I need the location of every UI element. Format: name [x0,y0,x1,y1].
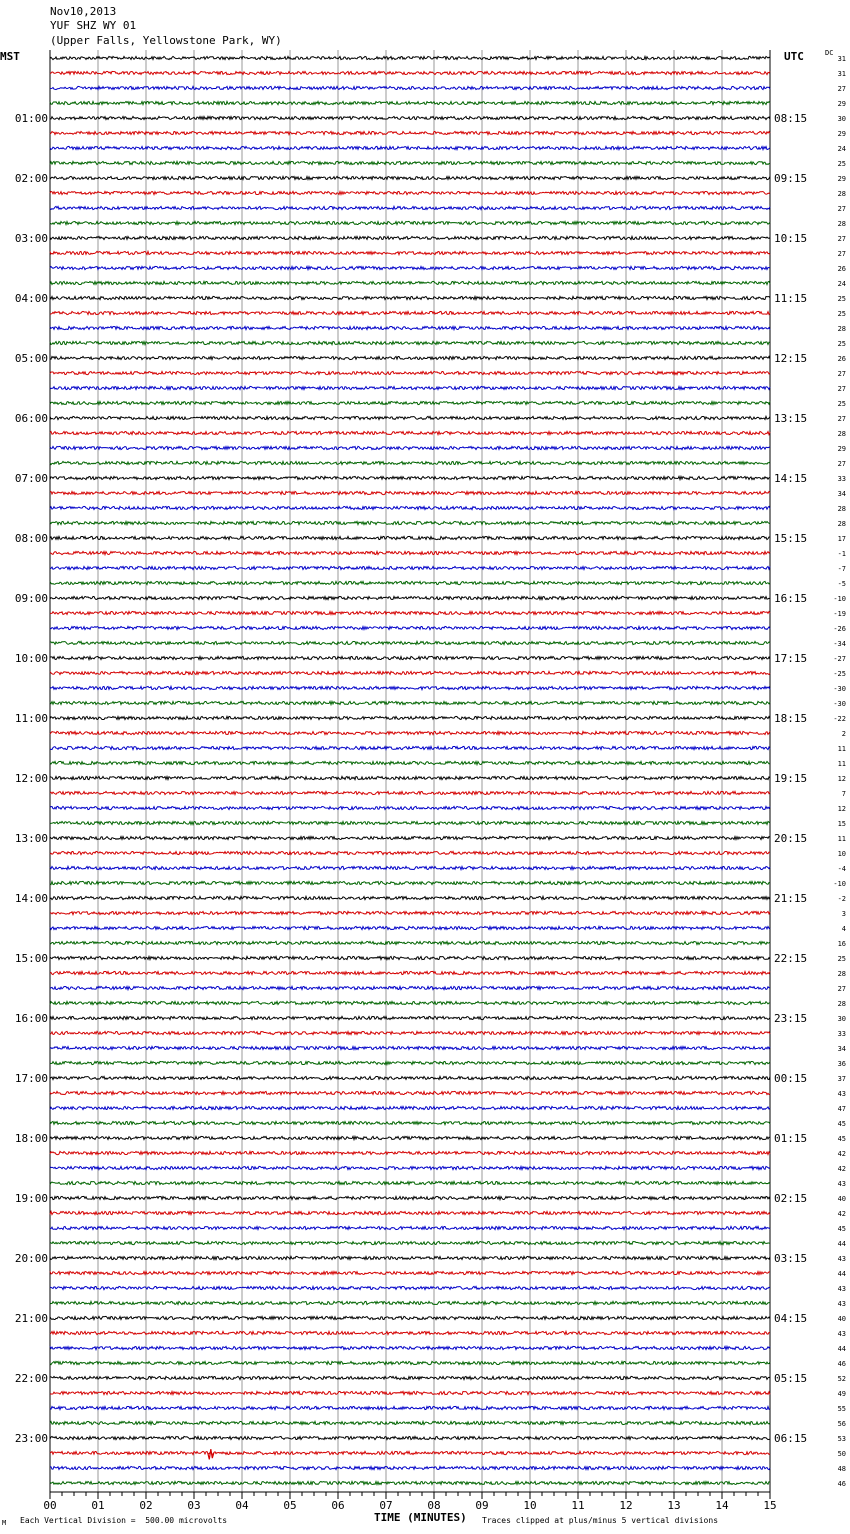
trace-87 [50,1361,770,1364]
dc-offset-68: 37 [837,1075,846,1083]
mst-hour-label-17: 17:00 [14,1072,48,1085]
dc-offset-15: 24 [837,280,846,288]
trace-7 [50,161,770,164]
trace-79 [50,1241,770,1244]
corner-mark: M [2,1519,7,1527]
x-tick-label-08: 08 [427,1499,441,1512]
x-tick-label-07: 07 [379,1499,393,1512]
dc-offset-3: 29 [837,100,846,108]
dc-offset-48: 12 [837,775,846,783]
trace-65 [50,1031,770,1034]
trace-60 [50,956,770,959]
dc-offset-77: 42 [837,1210,846,1218]
dc-offset-69: 43 [837,1090,846,1098]
dc-offset-28: 33 [837,475,846,483]
dc-offset-26: 29 [837,445,846,453]
trace-62 [50,986,770,989]
utc-hour-label-16: 23:15 [774,1012,808,1025]
dc-offset-47: 11 [837,760,846,768]
trace-94 [50,1466,770,1469]
x-tick-label-05: 05 [283,1499,297,1512]
dc-offset-57: 3 [841,910,846,918]
dc-offset-83: 43 [837,1300,846,1308]
dc-offset-32: 17 [837,535,846,543]
dc-offset-33: -1 [837,550,846,558]
dc-offset-85: 43 [837,1330,846,1338]
trace-81 [50,1271,770,1274]
trace-74 [50,1166,770,1169]
trace-53 [50,851,770,854]
trace-8 [50,176,770,179]
trace-9 [50,191,770,194]
dc-offset-46: 11 [837,745,846,753]
trace-5 [50,131,770,134]
trace-28 [50,476,770,479]
trace-6 [50,146,770,149]
utc-hour-label-15: 22:15 [774,952,808,965]
mst-hour-label-6: 06:00 [14,412,48,425]
dc-offset-39: -34 [833,640,846,648]
dc-offset-56: -2 [837,895,846,903]
trace-78 [50,1226,770,1229]
dc-offset-55: -10 [833,880,846,888]
mst-hour-label-1: 01:00 [14,112,48,125]
dc-offset-58: 4 [841,925,846,933]
trace-3 [50,101,770,104]
trace-69 [50,1091,770,1094]
dc-offset-66: 34 [837,1045,846,1053]
trace-68 [50,1076,770,1079]
dc-offset-4: 30 [837,115,846,123]
trace-90 [50,1406,770,1409]
trace-71 [50,1121,770,1124]
dc-offset-13: 27 [837,250,846,258]
dc-offset-0: 31 [837,55,846,63]
trace-86 [50,1346,770,1349]
utc-hour-label-6: 13:15 [774,412,808,425]
trace-37 [50,611,770,614]
trace-61 [50,971,770,974]
trace-31 [50,521,770,524]
dc-offset-52: 11 [837,835,846,843]
dc-offset-35: -5 [837,580,846,588]
dc-offset-74: 42 [837,1165,846,1173]
dc-offset-82: 43 [837,1285,846,1293]
dc-offset-89: 49 [837,1390,846,1398]
mst-hour-label-21: 21:00 [14,1312,48,1325]
utc-hour-label-7: 14:15 [774,472,808,485]
dc-offset-22: 27 [837,385,846,393]
dc-offset-18: 28 [837,325,846,333]
trace-34 [50,566,770,569]
trace-39 [50,641,770,644]
utc-hour-label-18: 01:15 [774,1132,808,1145]
dc-offset-42: -30 [833,685,846,693]
trace-51 [50,821,770,824]
trace-19 [50,341,770,344]
dc-offset-64: 30 [837,1015,846,1023]
dc-offset-30: 28 [837,505,846,513]
trace-26 [50,446,770,449]
mst-hour-label-8: 08:00 [14,532,48,545]
mst-hour-label-3: 03:00 [14,232,48,245]
dc-offset-24: 27 [837,415,846,423]
trace-22 [50,386,770,389]
trace-25 [50,431,770,434]
x-tick-label-15: 15 [763,1499,777,1512]
dc-offset-17: 25 [837,310,846,318]
dc-offset-51: 15 [837,820,846,828]
trace-63 [50,1001,770,1004]
right-timezone-label: UTC [784,50,804,63]
mst-hour-label-16: 16:00 [14,1012,48,1025]
dc-offset-7: 25 [837,160,846,168]
dc-offset-2: 27 [837,85,846,93]
dc-offset-49: 7 [841,790,846,798]
dc-offset-62: 27 [837,985,846,993]
mst-hour-label-14: 14:00 [14,892,48,905]
trace-95 [50,1481,770,1484]
utc-hour-label-1: 08:15 [774,112,808,125]
x-tick-label-06: 06 [331,1499,345,1512]
trace-48 [50,776,770,779]
dc-offset-10: 27 [837,205,846,213]
x-tick-label-00: 00 [43,1499,57,1512]
x-tick-label-01: 01 [91,1499,105,1512]
trace-84 [50,1316,770,1319]
dc-offset-60: 25 [837,955,846,963]
dc-offset-95: 46 [837,1480,846,1488]
utc-hour-label-17: 00:15 [774,1072,808,1085]
utc-hour-label-23: 06:15 [774,1432,808,1445]
trace-23 [50,401,770,404]
vertical-division-note: Each Vertical Division = 500.00 microvolts [20,1516,228,1525]
trace-30 [50,506,770,509]
x-tick-label-13: 13 [667,1499,681,1512]
dc-offset-72: 45 [837,1135,846,1143]
mst-hour-label-22: 22:00 [14,1372,48,1385]
dc-offset-73: 42 [837,1150,846,1158]
trace-38 [50,626,770,629]
dc-offset-87: 46 [837,1360,846,1368]
time-axis [43,1492,776,1512]
trace-21 [50,371,770,374]
mst-hour-label-15: 15:00 [14,952,48,965]
dc-offset-5: 29 [837,130,846,138]
dc-offset-84: 40 [837,1315,846,1323]
trace-72 [50,1136,770,1139]
trace-13 [50,251,770,254]
minute-gridlines [50,50,770,1492]
mst-hour-label-9: 09:00 [14,592,48,605]
trace-56 [50,896,770,899]
dc-offset-6: 24 [837,145,846,153]
trace-29 [50,491,770,494]
trace-58 [50,926,770,929]
trace-35 [50,581,770,584]
dc-offset-38: -26 [833,625,846,633]
x-tick-label-14: 14 [715,1499,729,1512]
dc-offset-81: 44 [837,1270,846,1278]
trace-93 [50,1451,770,1454]
trace-44 [50,716,770,719]
trace-10 [50,206,770,209]
dc-offset-16: 25 [837,295,846,303]
trace-17 [50,311,770,314]
dc-offset-70: 47 [837,1105,846,1113]
dc-offset-9: 28 [837,190,846,198]
dc-offset-12: 27 [837,235,846,243]
station-code: YUF SHZ WY 01 [50,19,137,32]
mst-hour-label-10: 10:00 [14,652,48,665]
dc-offset-23: 25 [837,400,846,408]
utc-hour-label-10: 17:15 [774,652,808,665]
trace-24 [50,416,770,419]
dc-offset-86: 44 [837,1345,846,1353]
dc-offset-90: 55 [837,1405,846,1413]
hour-labels [15,55,846,1488]
x-tick-label-11: 11 [571,1499,585,1512]
dc-offset-14: 26 [837,265,846,273]
dc-offset-79: 44 [837,1240,846,1248]
dc-offset-21: 27 [837,370,846,378]
dc-offset-59: 16 [837,940,846,948]
mst-hour-label-2: 02:00 [14,172,48,185]
mst-hour-label-18: 18:00 [14,1132,48,1145]
dc-offset-20: 26 [837,355,846,363]
dc-offset-1: 31 [837,70,846,78]
x-tick-label-12: 12 [619,1499,633,1512]
dc-offset-8: 29 [837,175,846,183]
trace-41 [50,671,770,674]
dc-column-header: DC [825,49,834,57]
dc-offset-75: 43 [837,1180,846,1188]
event-spike-0 [208,1449,214,1459]
mst-hour-label-7: 07:00 [14,472,48,485]
station-location: (Upper Falls, Yellowstone Park, WY) [50,34,282,47]
x-tick-label-02: 02 [139,1499,153,1512]
trace-15 [50,281,770,284]
trace-57 [50,911,770,914]
trace-80 [50,1256,770,1259]
trace-67 [50,1061,770,1064]
trace-45 [50,731,770,734]
dc-offset-63: 28 [837,1000,846,1008]
trace-0 [50,56,770,59]
trace-33 [50,551,770,554]
trace-18 [50,326,770,329]
trace-59 [50,941,770,944]
utc-hour-label-14: 21:15 [774,892,808,905]
mst-hour-label-4: 04:00 [14,292,48,305]
trace-group [50,56,770,1484]
trace-52 [50,836,770,839]
x-tick-label-03: 03 [187,1499,201,1512]
x-axis-label: TIME (MINUTES) [374,1511,467,1524]
x-tick-label-09: 09 [475,1499,489,1512]
trace-76 [50,1196,770,1199]
trace-42 [50,686,770,689]
mst-hour-label-11: 11:00 [14,712,48,725]
plot-date: Nov10,2013 [50,5,117,18]
mst-hour-label-20: 20:00 [14,1252,48,1265]
trace-4 [50,116,770,119]
mst-hour-label-19: 19:00 [14,1192,48,1205]
trace-64 [50,1016,770,1019]
trace-50 [50,806,770,809]
trace-77 [50,1211,770,1214]
trace-43 [50,701,770,704]
utc-hour-label-21: 04:15 [774,1312,808,1325]
trace-49 [50,791,770,794]
clip-note: Traces clipped at plus/minus 5 vertical divisions [482,1516,719,1525]
trace-36 [50,596,770,599]
utc-hour-label-4: 11:15 [774,292,808,305]
mst-hour-label-23: 23:00 [14,1432,48,1445]
utc-hour-label-12: 19:15 [774,772,808,785]
dc-offset-29: 34 [837,490,846,498]
dc-offset-43: -30 [833,700,846,708]
trace-55 [50,881,770,884]
dc-offset-27: 27 [837,460,846,468]
trace-14 [50,266,770,269]
dc-offset-37: -19 [833,610,846,618]
trace-83 [50,1301,770,1304]
trace-12 [50,236,770,239]
trace-89 [50,1391,770,1394]
dc-offset-31: 28 [837,520,846,528]
trace-40 [50,656,770,659]
utc-hour-label-20: 03:15 [774,1252,808,1265]
left-timezone-label: MST [0,50,20,63]
trace-2 [50,86,770,89]
mst-hour-label-5: 05:00 [14,352,48,365]
dc-offset-11: 28 [837,220,846,228]
trace-70 [50,1106,770,1109]
dc-offset-65: 33 [837,1030,846,1038]
trace-11 [50,221,770,224]
dc-offset-92: 53 [837,1435,846,1443]
utc-hour-label-2: 09:15 [774,172,808,185]
dc-offset-76: 40 [837,1195,846,1203]
trace-1 [50,71,770,74]
dc-offset-61: 28 [837,970,846,978]
trace-82 [50,1286,770,1289]
dc-offset-19: 25 [837,340,846,348]
utc-hour-label-8: 15:15 [774,532,808,545]
trace-54 [50,866,770,869]
trace-32 [50,536,770,539]
dc-offset-71: 45 [837,1120,846,1128]
trace-85 [50,1331,770,1334]
trace-75 [50,1181,770,1184]
trace-27 [50,461,770,464]
dc-offset-91: 56 [837,1420,846,1428]
trace-88 [50,1376,770,1379]
trace-73 [50,1151,770,1154]
trace-92 [50,1436,770,1439]
dc-offset-41: -25 [833,670,846,678]
utc-hour-label-5: 12:15 [774,352,808,365]
dc-offset-53: 10 [837,850,846,858]
mst-hour-label-13: 13:00 [14,832,48,845]
utc-hour-label-9: 16:15 [774,592,808,605]
dc-offset-88: 52 [837,1375,846,1383]
dc-offset-44: -22 [833,715,846,723]
dc-offset-34: -7 [837,565,846,573]
dc-offset-54: -4 [837,865,846,873]
trace-20 [50,356,770,359]
trace-47 [50,761,770,764]
dc-offset-67: 36 [837,1060,846,1068]
dc-offset-40: -27 [833,655,846,663]
dc-offset-78: 45 [837,1225,846,1233]
utc-hour-label-19: 02:15 [774,1192,808,1205]
dc-offset-45: 2 [841,730,846,738]
x-tick-label-10: 10 [523,1499,537,1512]
dc-offset-36: -10 [833,595,846,603]
utc-hour-label-3: 10:15 [774,232,808,245]
utc-hour-label-13: 20:15 [774,832,808,845]
trace-91 [50,1421,770,1424]
x-tick-label-04: 04 [235,1499,249,1512]
dc-offset-80: 43 [837,1255,846,1263]
trace-46 [50,746,770,749]
mst-hour-label-12: 12:00 [14,772,48,785]
dc-offset-93: 50 [837,1450,846,1458]
trace-66 [50,1046,770,1049]
trace-16 [50,296,770,299]
dc-offset-25: 28 [837,430,846,438]
utc-hour-label-22: 05:15 [774,1372,808,1385]
utc-hour-label-11: 18:15 [774,712,808,725]
dc-offset-50: 12 [837,805,846,813]
dc-offset-94: 48 [837,1465,846,1473]
